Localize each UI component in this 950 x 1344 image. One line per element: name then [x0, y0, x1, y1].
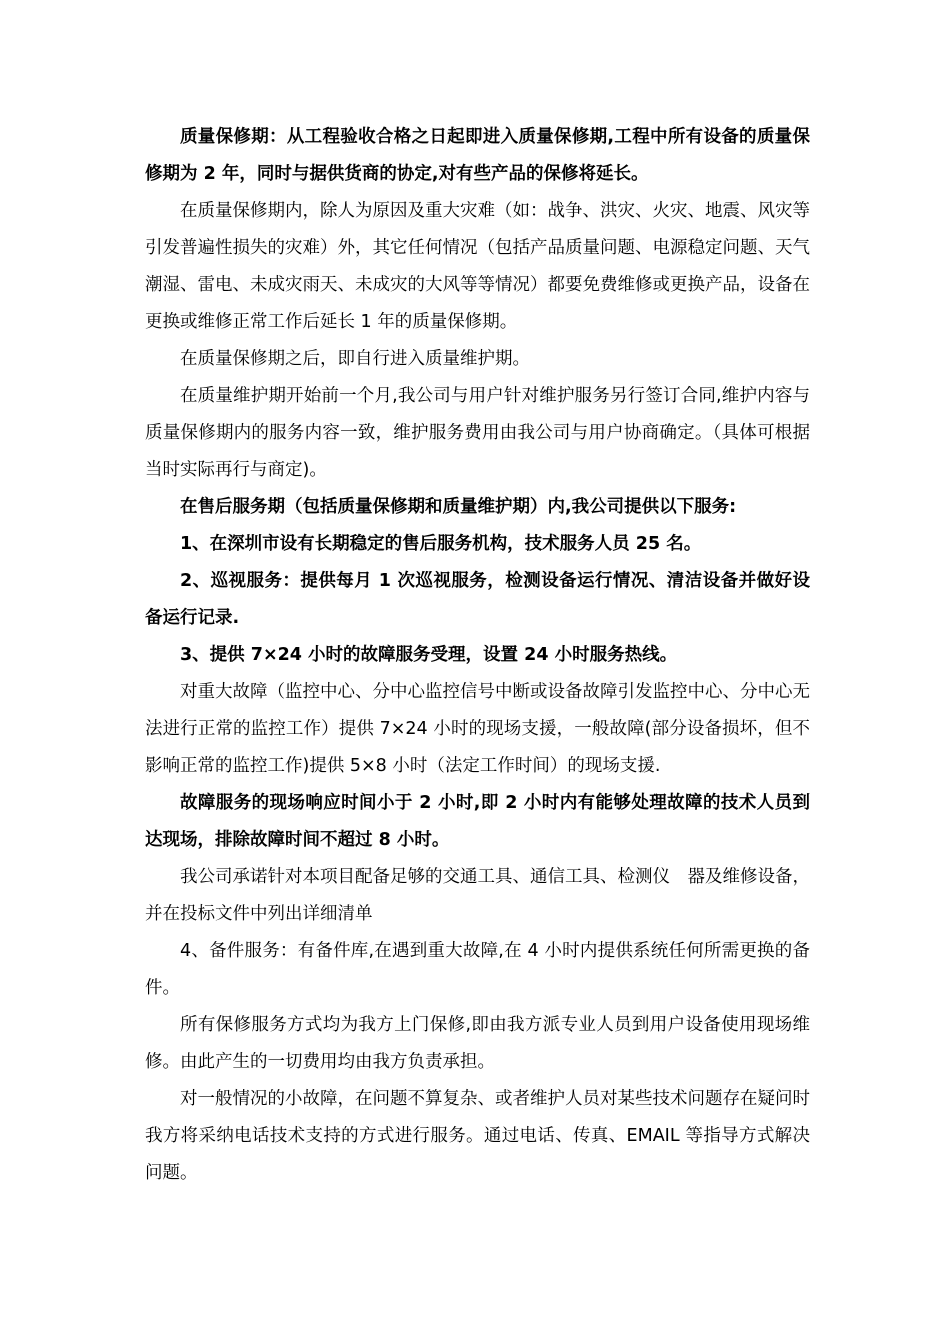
- paragraph-response-time: 故障服务的现场响应时间小于 2 小时,即 2 小时内有能够处理故障的技术人员到达现场，排除故障时间不超过 8 小时。: [145, 793, 810, 850]
- paragraph-service-3: 3、提供 7×24 小时的故障服务受理，设置 24 小时服务热线。: [180, 645, 678, 665]
- paragraph-fault-support: 对重大故障（监控中心、分中心监控信号中断或设备故障引发监控中心、分中心无法进行正常的监控工作）提供 7×24 小时的现场支援，一般故障(部分设备损坏，但不影响正常的监控工作)提供 5×8 小时（法定工作时间）的现场支援.: [145, 682, 810, 776]
- paragraph-maintenance-start: 在质量保修期之后，即自行进入质量维护期。: [180, 349, 530, 369]
- paragraph-service-4: 4、备件服务：有备件库,在遇到重大故障,在 4 小时内提供系统任何所需更换的备件。: [145, 941, 810, 998]
- document-body: [145, 119, 810, 1192]
- paragraph-service-2: 2、巡视服务：提供每月 1 次巡视服务，检测设备运行情况、清洁设备并做好设备运行记录.: [145, 571, 810, 628]
- paragraph-service-1: 1、在深圳市设有长期稳定的售后服务机构，技术服务人员 25 名。: [180, 534, 702, 554]
- paragraph-warranty-coverage: 在质量保修期内，除人为原因及重大灾难（如：战争、洪灾、火灾、地震、风灾等引发普遍性损失的灾难）外，其它任何情况（包括产品质量问题、电源稳定问题、天气潮湿、雷电、未成灾雨天、未成灾的大风等等情况）都要免费维修或更换产品，设备在更换或维修正常工作后延长 1 年的质量保修期。: [145, 201, 810, 332]
- paragraph-equipment-commitment: 我公司承诺针对本项目配备足够的交通工具、通信工具、检测仪 器及维修设备，并在投标文件中列出详细清单: [145, 867, 810, 924]
- paragraph-onsite-repair: 所有保修服务方式均为我方上门保修,即由我方派专业人员到用户设备使用现场维修。由此产生的一切费用均由我方负责承担。: [145, 1015, 810, 1072]
- paragraph-warranty-period: 质量保修期：从工程验收合格之日起即进入质量保修期,工程中所有设备的质量保修期为 2 年，同时与据供货商的协定,对有些产品的保修将延长。: [145, 127, 810, 184]
- paragraph-services-intro: 在售后服务期（包括质量保修期和质量维护期）内,我公司提供以下服务:: [180, 497, 737, 517]
- paragraph-maintenance-contract: 在质量维护期开始前一个月,我公司与用户针对维护服务另行签订合同,维护内容与质量保修期内的服务内容一致，维护服务费用由我公司与用户协商确定。（具体可根据当时实际再行与商定)。: [145, 386, 810, 480]
- paragraph-remote-support: 对一般情况的小故障，在问题不算复杂、或者维护人员对某些技术问题存在疑问时我方将采纳电话技术支持的方式进行服务。通过电话、传真、EMAIL 等指导方式解决问题。: [145, 1089, 810, 1183]
